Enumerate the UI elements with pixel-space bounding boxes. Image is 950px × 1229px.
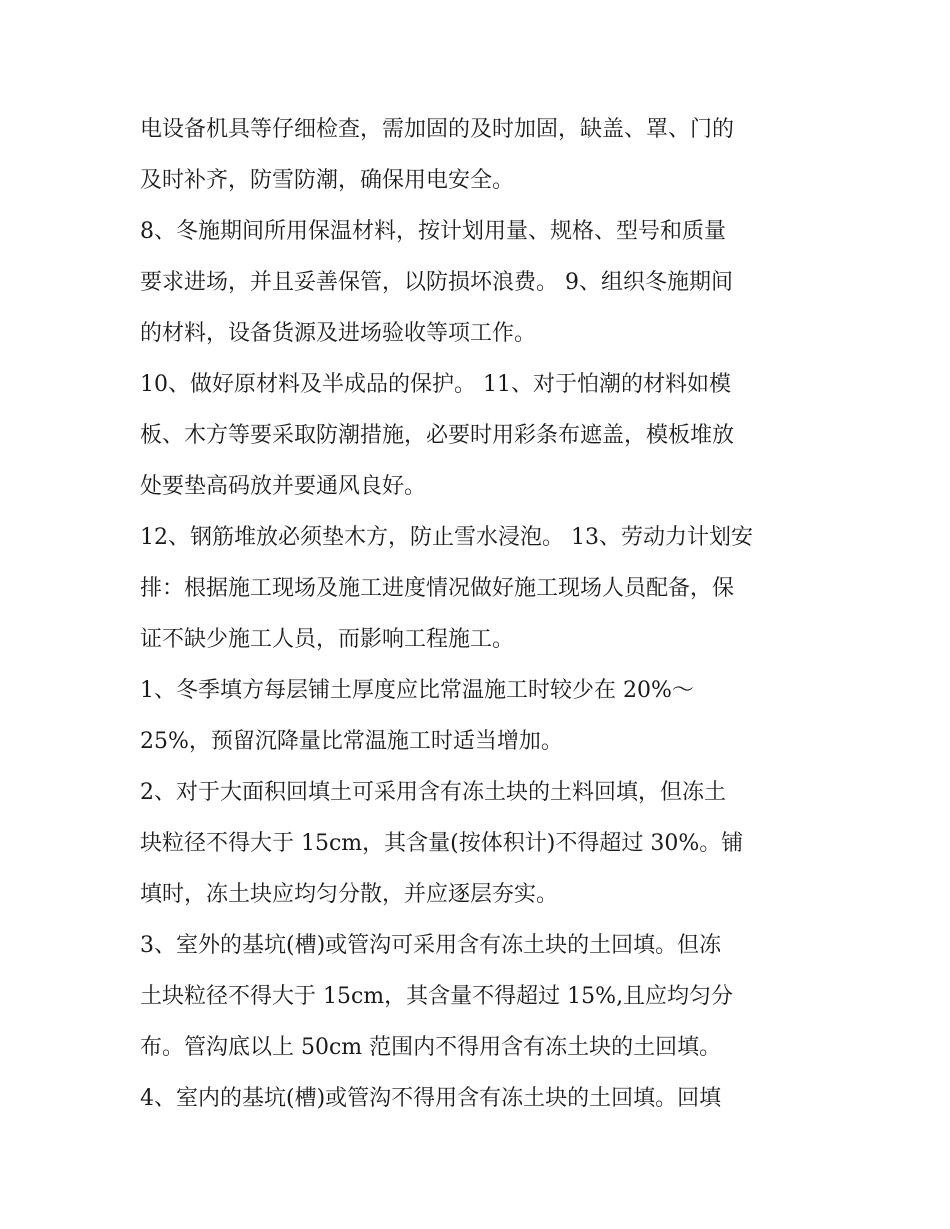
text-line-14: 2、对于大面积回填土可采用含有冻土块的土料回填，但冻土 <box>140 780 726 805</box>
text-line-15: 块粒径不得大于 15cm，其含量(按体积计)不得超过 30%。铺 <box>140 831 744 856</box>
text-line-9: 12、钢筋堆放必须垫木方，防止雪水浸泡。 13、劳动力计划安 <box>140 525 753 550</box>
text-line-19: 布。管沟底以上 50cm 范围内不得用含有冻土块的土回填。 <box>140 1035 722 1060</box>
text-line-3: 8、冬施期间所用保温材料，按计划用量、规格、型号和质量 <box>140 219 726 244</box>
text-line-5: 的材料，设备货源及进场验收等项工作。 <box>140 321 537 346</box>
text-line-8: 处要垫高码放并要通风良好。 <box>140 474 427 499</box>
text-line-18: 土块粒径不得大于 15cm，其含量不得超过 15%,且应均匀分 <box>140 984 734 1009</box>
text-line-11: 证不缺少施工人员，而影响工程施工。 <box>140 627 515 652</box>
text-line-4: 要求进场，并且妥善保管，以防损坏浪费。 9、组织冬施期间 <box>140 270 733 295</box>
body-text <box>140 104 820 1124</box>
text-line-12: 1、冬季填方每层铺土厚度应比常温施工时较少在 20%～ <box>140 678 694 703</box>
text-line-7: 板、木方等要采取防潮措施，必要时用彩条布遮盖，模板堆放 <box>140 423 735 448</box>
text-line-13: 25%，预留沉降量比常温施工时适当增加。 <box>140 729 563 754</box>
text-line-20: 4、室内的基坑(槽)或管沟不得用含有冻土块的土回填。回填 <box>140 1086 722 1111</box>
text-line-16: 填时，冻土块应均匀分散，并应逐层夯实。 <box>140 882 559 907</box>
text-line-17: 3、室外的基坑(槽)或管沟可采用含有冻土块的土回填。但冻 <box>140 933 722 958</box>
text-line-1: 电设备机具等仔细检查，需加固的及时加固，缺盖、罩、门的 <box>140 117 735 142</box>
text-line-2: 及时补齐，防雪防潮，确保用电安全。 <box>140 168 515 193</box>
text-line-6: 10、做好原材料及半成品的保护。 11、对于怕潮的材料如模 <box>140 372 731 397</box>
text-line-10: 排：根据施工现场及施工进度情况做好施工现场人员配备，保 <box>140 576 735 601</box>
